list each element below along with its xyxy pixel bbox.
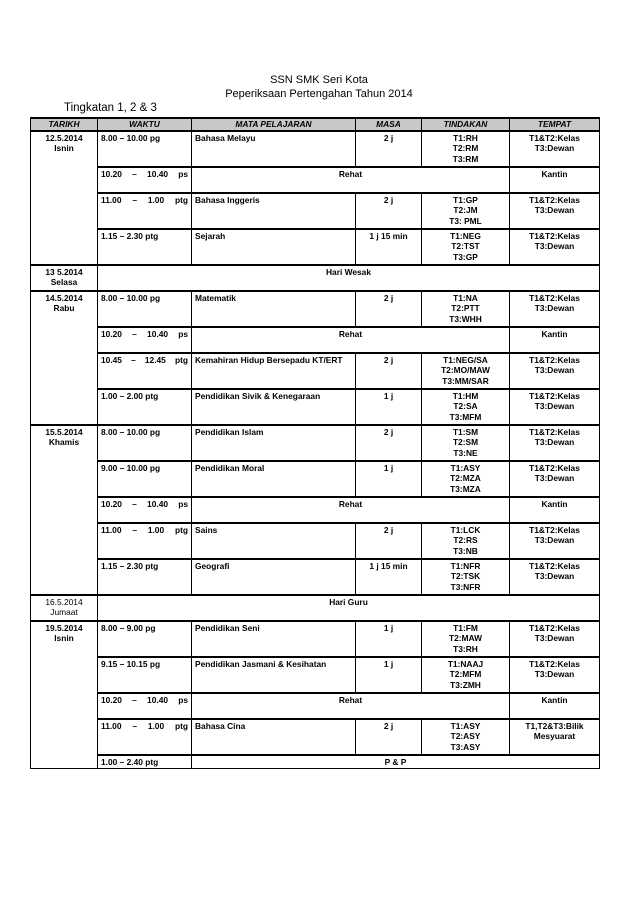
venue-cell: T1&T2:Kelas T3:Dewan <box>510 131 600 167</box>
table-row <box>31 327 600 353</box>
duration-cell: 1 j 15 min <box>356 229 422 265</box>
subject-cell: Bahasa Melayu <box>192 131 356 167</box>
subject-cell: Bahasa Inggeris <box>192 193 356 229</box>
table-row <box>31 131 600 167</box>
time-cell: 8.00 – 10.00 pg <box>98 425 192 461</box>
document-title: SSN SMK Seri Kota <box>270 74 368 86</box>
table-row <box>31 265 600 291</box>
venue-cell: T1,T2&T3:Bilik Mesyuarat <box>510 719 600 755</box>
column-header-tarikh: TARIKH <box>31 118 98 131</box>
break-cell: Rehat <box>192 693 510 719</box>
time-cell: 11.00 – 1.00 ptg <box>98 523 192 559</box>
time-cell: 10.20 – 10.40 ps <box>98 167 192 193</box>
form-level-label: Tingkatan 1, 2 & 3 <box>64 102 157 114</box>
invigilator-cell: T1:FM T2:MAW T3:RH <box>422 621 510 657</box>
invigilator-cell: T1:RH T2:RM T3:RM <box>422 131 510 167</box>
column-header-masa: MASA <box>356 118 422 131</box>
invigilator-cell: T1:NA T2:PTT T3:WHH <box>422 291 510 327</box>
invigilator-cell: T1:GP T2:JM T3: PML <box>422 193 510 229</box>
venue-cell: T1&T2:Kelas T3:Dewan <box>510 657 600 693</box>
date-cell: 19.5.2014 Isnin <box>31 621 98 769</box>
lesson-cell: P & P <box>192 755 600 769</box>
table-row <box>31 621 600 657</box>
date-cell: 13 5.2014 Selasa <box>31 265 98 291</box>
duration-cell: 1 j 15 min <box>356 559 422 595</box>
duration-cell: 2 j <box>356 719 422 755</box>
exam-schedule-table <box>30 117 600 769</box>
break-cell: Rehat <box>192 327 510 353</box>
subject-cell: Sains <box>192 523 356 559</box>
venue-cell: T1&T2:Kelas T3:Dewan <box>510 193 600 229</box>
time-cell: 8.00 – 9.00 pg <box>98 621 192 657</box>
venue-cell: Kantin <box>510 693 600 719</box>
date-cell: 15.5.2014 Khamis <box>31 425 98 595</box>
date-cell: 14.5.2014 Rabu <box>31 291 98 425</box>
venue-cell: Kantin <box>510 327 600 353</box>
duration-cell: 1 j <box>356 621 422 657</box>
table-row <box>31 755 600 769</box>
invigilator-cell: T1:NEG T2:TST T3:GP <box>422 229 510 265</box>
venue-cell: Kantin <box>510 497 600 523</box>
duration-cell: 2 j <box>356 425 422 461</box>
holiday-cell: Hari Wesak <box>98 265 600 291</box>
venue-cell: T1&T2:Kelas T3:Dewan <box>510 523 600 559</box>
table-row <box>31 497 600 523</box>
invigilator-cell: T1:NFR T2:TSK T3:NFR <box>422 559 510 595</box>
time-cell: 10.20 – 10.40 ps <box>98 693 192 719</box>
duration-cell: 2 j <box>356 131 422 167</box>
time-cell: 10.20 – 10.40 ps <box>98 327 192 353</box>
subject-cell: Pendidikan Islam <box>192 425 356 461</box>
table-row <box>31 353 600 389</box>
venue-cell: T1&T2:Kelas T3:Dewan <box>510 461 600 497</box>
time-cell: 9.15 – 10.15 pg <box>98 657 192 693</box>
break-cell: Rehat <box>192 497 510 523</box>
time-cell: 1.15 – 2.30 ptg <box>98 559 192 595</box>
invigilator-cell: T1:NEG/SA T2:MO/MAW T3:MM/SAR <box>422 353 510 389</box>
time-cell: 10.20 – 10.40 ps <box>98 497 192 523</box>
table-row <box>31 719 600 755</box>
table-row <box>31 229 600 265</box>
column-header-mata-pelajaran: MATA PELAJARAN <box>192 118 356 131</box>
document-subtitle: Peperiksaan Pertengahan Tahun 2014 <box>225 88 413 100</box>
table-row <box>31 425 600 461</box>
break-cell: Rehat <box>192 167 510 193</box>
invigilator-cell: T1:ASY T2:ASY T3:ASY <box>422 719 510 755</box>
venue-cell: T1&T2:Kelas T3:Dewan <box>510 353 600 389</box>
time-cell: 8.00 – 10.00 pg <box>98 131 192 167</box>
duration-cell: 2 j <box>356 291 422 327</box>
duration-cell: 1 j <box>356 657 422 693</box>
table-row <box>31 523 600 559</box>
subject-cell: Matematik <box>192 291 356 327</box>
table-row <box>31 193 600 229</box>
invigilator-cell: T1:NAAJ T2:MFM T3:ZMH <box>422 657 510 693</box>
time-cell: 9.00 – 10.00 pg <box>98 461 192 497</box>
venue-cell: T1&T2:Kelas T3:Dewan <box>510 621 600 657</box>
subject-cell: Pendidikan Seni <box>192 621 356 657</box>
subject-cell: Kemahiran Hidup Bersepadu KT/ERT <box>192 353 356 389</box>
invigilator-cell: T1:SM T2:SM T3:NE <box>422 425 510 461</box>
date-cell: 16.5.2014 Jumaat <box>31 595 98 621</box>
time-cell: 1.00 – 2.00 ptg <box>98 389 192 425</box>
time-cell: 10.45 – 12.45 ptg <box>98 353 192 389</box>
venue-cell: T1&T2:Kelas T3:Dewan <box>510 229 600 265</box>
table-row <box>31 657 600 693</box>
venue-cell: T1&T2:Kelas T3:Dewan <box>510 425 600 461</box>
table-row <box>31 291 600 327</box>
invigilator-cell: T1:LCK T2:RS T3:NB <box>422 523 510 559</box>
subject-cell: Sejarah <box>192 229 356 265</box>
duration-cell: 2 j <box>356 353 422 389</box>
venue-cell: T1&T2:Kelas T3:Dewan <box>510 389 600 425</box>
venue-cell: Kantin <box>510 167 600 193</box>
table-row <box>31 693 600 719</box>
subject-cell: Bahasa Cina <box>192 719 356 755</box>
duration-cell: 1 j <box>356 461 422 497</box>
venue-cell: T1&T2:Kelas T3:Dewan <box>510 291 600 327</box>
table-row <box>31 167 600 193</box>
time-cell: 11.00 – 1.00 ptg <box>98 719 192 755</box>
subject-cell: Geografi <box>192 559 356 595</box>
table-row <box>31 461 600 497</box>
column-header-tindakan: TINDAKAN <box>422 118 510 131</box>
table-header-row <box>31 118 600 131</box>
subject-cell: Pendidikan Sivik & Kenegaraan <box>192 389 356 425</box>
duration-cell: 2 j <box>356 193 422 229</box>
column-header-tempat: TEMPAT <box>510 118 600 131</box>
time-cell: 11.00 – 1.00 ptg <box>98 193 192 229</box>
column-header-waktu: WAKTU <box>98 118 192 131</box>
subject-cell: Pendidikan Moral <box>192 461 356 497</box>
invigilator-cell: T1:ASY T2:MZA T3:MZA <box>422 461 510 497</box>
duration-cell: 2 j <box>356 523 422 559</box>
time-cell: 8.00 – 10.00 pg <box>98 291 192 327</box>
date-cell: 12.5.2014 Isnin <box>31 131 98 265</box>
time-cell: 1.00 – 2.40 ptg <box>98 755 192 769</box>
subject-cell: Pendidikan Jasmani & Kesihatan <box>192 657 356 693</box>
table-row <box>31 389 600 425</box>
holiday-cell: Hari Guru <box>98 595 600 621</box>
table-row <box>31 559 600 595</box>
venue-cell: T1&T2:Kelas T3:Dewan <box>510 559 600 595</box>
table-row <box>31 595 600 621</box>
invigilator-cell: T1:HM T2:SA T3:MFM <box>422 389 510 425</box>
time-cell: 1.15 – 2.30 ptg <box>98 229 192 265</box>
duration-cell: 1 j <box>356 389 422 425</box>
